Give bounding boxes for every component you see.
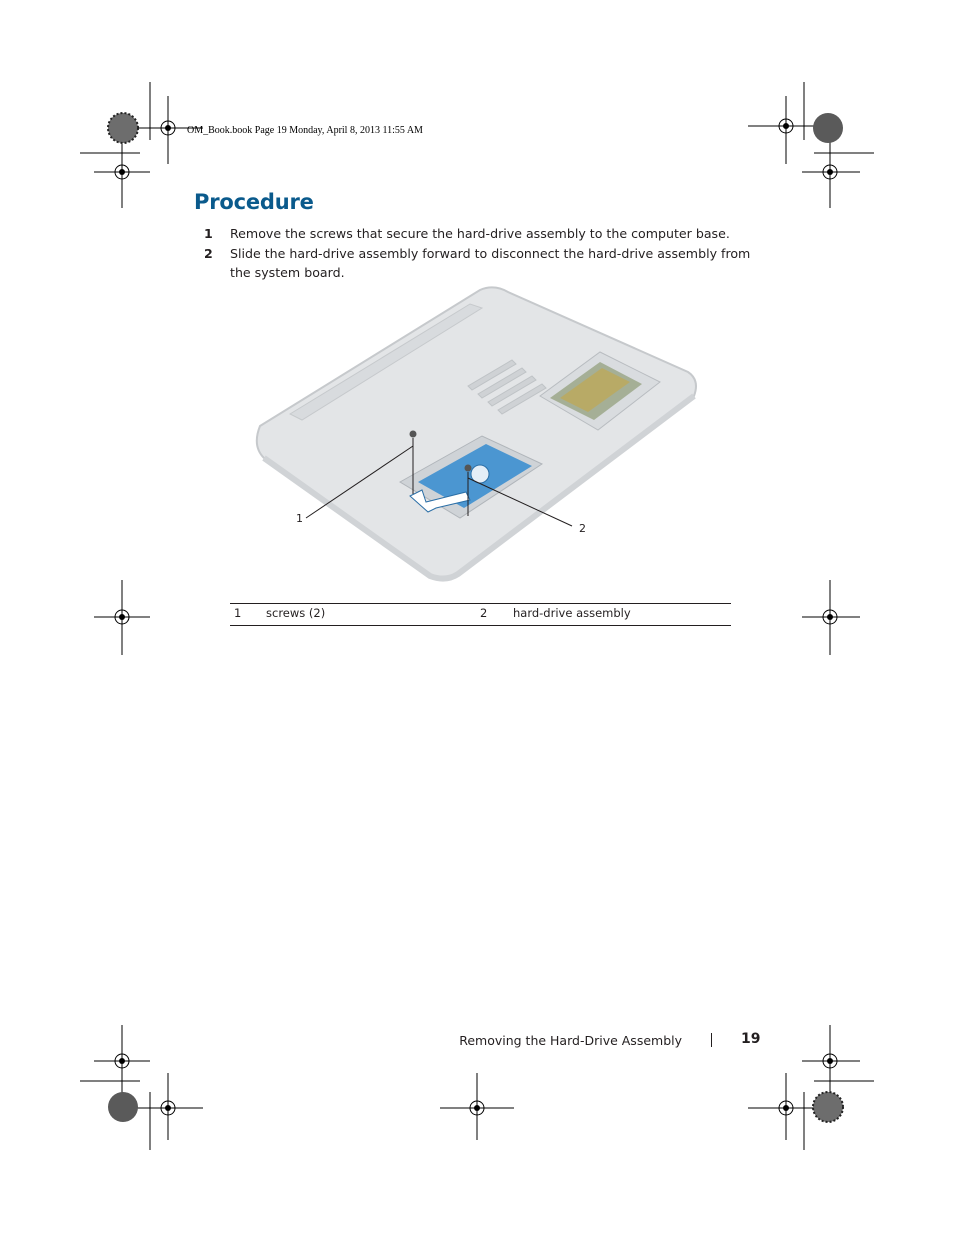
laptop-base-shape	[257, 287, 696, 578]
callout-label: 2	[579, 522, 586, 535]
procedure-steps	[204, 224, 764, 283]
footer-section-title: Removing the Hard-Drive Assembly	[459, 1033, 682, 1048]
callout-legend-table	[230, 603, 731, 626]
table-row	[230, 604, 731, 626]
step-item	[204, 224, 764, 243]
screw-1	[410, 431, 417, 438]
page-number: 19	[741, 1031, 761, 1047]
section-title: Procedure	[194, 190, 314, 214]
step-item	[204, 244, 764, 282]
footer-separator	[711, 1033, 712, 1047]
legend-number: 2	[480, 604, 513, 626]
step-text: Slide the hard-drive assembly forward to disconnect the hard-drive assembly from the system board.	[230, 246, 751, 280]
legend-number: 1	[230, 604, 266, 626]
legend-label: screws (2)	[266, 604, 480, 626]
callout-label: 1	[296, 512, 303, 525]
step-number: 1	[204, 226, 213, 241]
legend-label: hard-drive assembly	[513, 604, 731, 626]
laptop-base-svg	[250, 286, 700, 582]
laptop-base-illustration	[250, 286, 700, 582]
screw-2	[465, 465, 472, 472]
step-number: 2	[204, 246, 213, 261]
print-header: OM_Book.book Page 19 Monday, April 8, 2013 11:55 AM	[187, 125, 423, 136]
step-text: Remove the screws that secure the hard-drive assembly to the computer base.	[230, 226, 730, 241]
